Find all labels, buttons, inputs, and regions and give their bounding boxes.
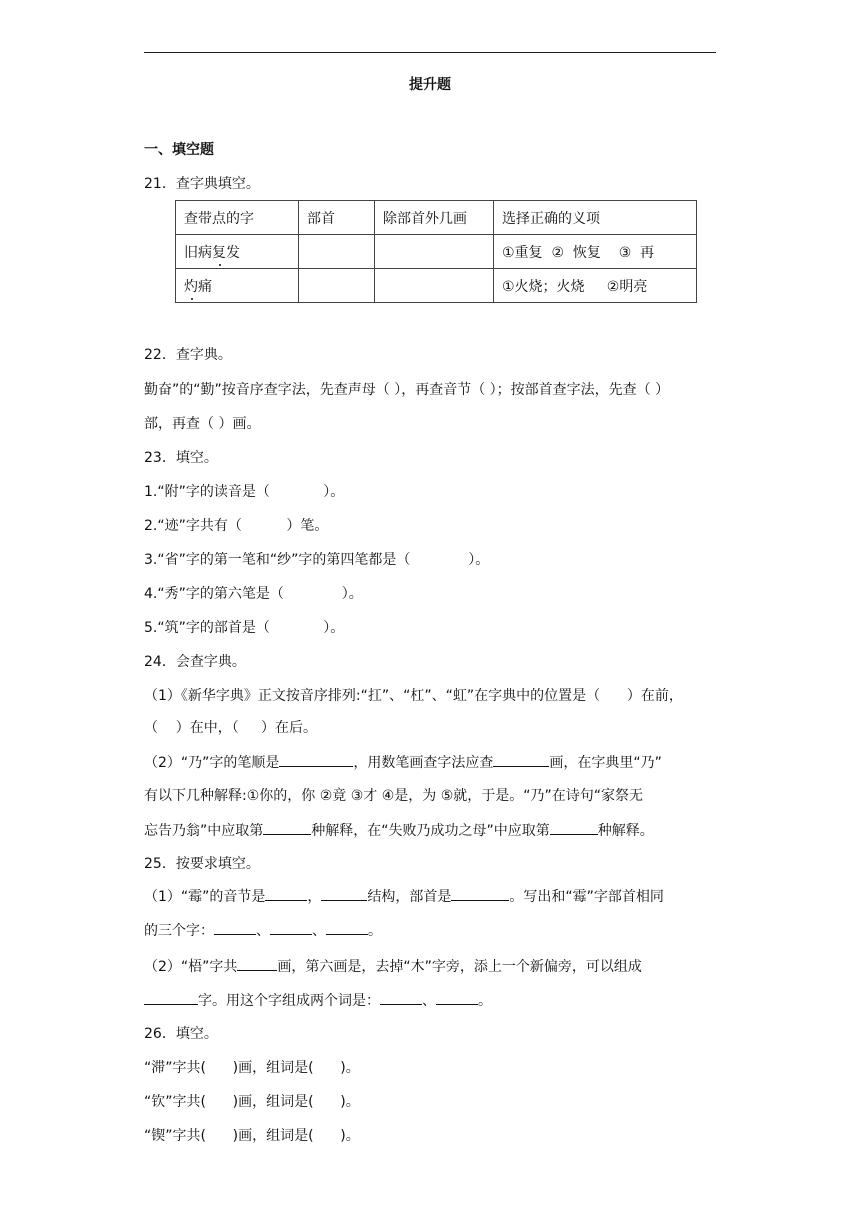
header-rule — [144, 52, 716, 53]
q24-text: 种解释。 — [597, 823, 654, 839]
q25-text: 、 — [422, 993, 436, 1009]
header-cell: 部首 — [299, 201, 375, 235]
answer-blank[interactable] — [144, 990, 198, 1005]
table-row — [176, 235, 697, 269]
header-cell: 选择正确的义项 — [494, 201, 697, 235]
word-cell — [176, 235, 299, 269]
answer-blank[interactable] — [214, 920, 256, 935]
q24-part2 — [144, 752, 662, 773]
q25-part2 — [144, 956, 642, 977]
q26-prompt: 26．填空。 — [144, 1026, 218, 1042]
meaning-cell: ①火烧；火烧 ②明亮 — [494, 269, 697, 303]
meaning-cell: ①重复 ② 恢复 ③ 再 — [494, 235, 697, 269]
q25-text: 。 — [368, 923, 382, 939]
q25-text: 字。用这个字组成两个词是： — [198, 993, 380, 1009]
q25-text: （1）“霉”的音节是 — [144, 889, 266, 905]
q23-item: 3.“省”字的第一笔和“纱”字的第四笔都是（ ）。 — [144, 552, 490, 568]
answer-blank[interactable] — [493, 752, 549, 767]
answer-blank[interactable] — [321, 886, 367, 901]
q24-part2 — [144, 820, 654, 841]
header-cell: 查带点的字 — [176, 201, 299, 235]
answer-blank[interactable] — [451, 886, 509, 901]
dotted-char: 复 — [212, 242, 226, 262]
q24-part2: 有以下几种解释:①你的，你 ②竟 ③才 ④是，为 ⑤就，于是。“乃”在诗句“家祭无 — [144, 788, 644, 804]
q25-text: 画，第六画是，去掉“木”字旁，添上一个新偏旁，可以组成 — [277, 959, 642, 975]
q24-part1: （1）《新华字典》正文按音序排列:“扛”、“杠”、“虹”在字典中的位置是（ ）在前， — [144, 688, 683, 704]
q26-item: “锲”字共( )画，组词是( )。 — [144, 1128, 360, 1144]
answer-blank[interactable] — [436, 990, 478, 1005]
header-cell: 除部首外几画 — [375, 201, 494, 235]
q25-text: 。 — [478, 993, 492, 1009]
table-row — [176, 269, 697, 303]
q26-item: “钦”字共( )画，组词是( )。 — [144, 1094, 360, 1110]
radical-answer-cell[interactable] — [299, 269, 375, 303]
answer-blank[interactable] — [550, 820, 598, 835]
q25-prompt: 25．按要求填空。 — [144, 856, 260, 872]
q24-text: ，用数笔画查字法应查 — [353, 755, 494, 771]
q24-text: 忘告乃翁”中应取第 — [144, 823, 264, 839]
q23-prompt: 23．填空。 — [144, 450, 218, 466]
word-text: 旧病 — [184, 244, 212, 261]
q25-text: 。写出和“霉”字部首相同 — [509, 889, 664, 905]
q25-text: 、 — [312, 923, 326, 939]
section-heading: 一、填空题 — [144, 142, 214, 158]
answer-blank[interactable] — [265, 886, 307, 901]
q24-prompt: 24．会查字典。 — [144, 654, 246, 670]
answer-blank[interactable] — [326, 920, 368, 935]
q22-text: 部，再查（ ）画。 — [144, 416, 261, 432]
q22-text: 勤奋”的“勤”按音序查字法，先查声母（ ），再查音节（ ）；按部首查字法，先查（ ） — [144, 382, 670, 398]
q21-prompt: 21．查字典填空。 — [144, 176, 260, 192]
answer-blank[interactable] — [270, 920, 312, 935]
answer-blank[interactable] — [380, 990, 422, 1005]
dictionary-table — [175, 200, 697, 303]
q25-part1 — [144, 920, 382, 941]
q25-text: ， — [307, 889, 322, 905]
answer-blank[interactable] — [263, 820, 311, 835]
answer-blank[interactable] — [279, 752, 353, 767]
q23-item: 5.“筑”字的部首是（ ）。 — [144, 620, 345, 636]
q24-text: 种解释，在“失败乃成功之母”中应取第 — [311, 823, 550, 839]
word-cell — [176, 269, 299, 303]
radical-answer-cell[interactable] — [299, 235, 375, 269]
answer-blank[interactable] — [237, 956, 277, 971]
q25-part2 — [144, 990, 492, 1011]
q25-text: 、 — [256, 923, 270, 939]
q26-item: “滞”字共( )画，组词是( )。 — [144, 1060, 360, 1076]
word-text: 发 — [226, 244, 240, 261]
q23-item: 2.“迹”字共有（ ）笔。 — [144, 518, 329, 534]
q24-text: （2）“乃”字的笔顺是 — [144, 755, 280, 771]
q22-prompt: 22．查字典。 — [144, 347, 232, 363]
q25-text: （2）“梧”字共 — [144, 959, 238, 975]
q24-part1: （ ）在中，（ ）在后。 — [144, 720, 318, 736]
q23-item: 4.“秀”字的第六笔是（ ）。 — [144, 586, 363, 602]
q24-text: 画，在字典里“乃” — [549, 755, 662, 771]
dotted-char: 灼 — [184, 276, 198, 296]
strokes-answer-cell[interactable] — [375, 269, 494, 303]
page-title: 提升题 — [409, 77, 451, 93]
word-text: 痛 — [198, 278, 212, 295]
q25-text: 的三个字： — [144, 923, 214, 939]
q25-text: 结构，部首是 — [367, 889, 452, 905]
strokes-answer-cell[interactable] — [375, 235, 494, 269]
q23-item: 1.“附”字的读音是（ ）。 — [144, 484, 345, 500]
q25-part1 — [144, 886, 664, 907]
table-header-row — [176, 201, 697, 235]
